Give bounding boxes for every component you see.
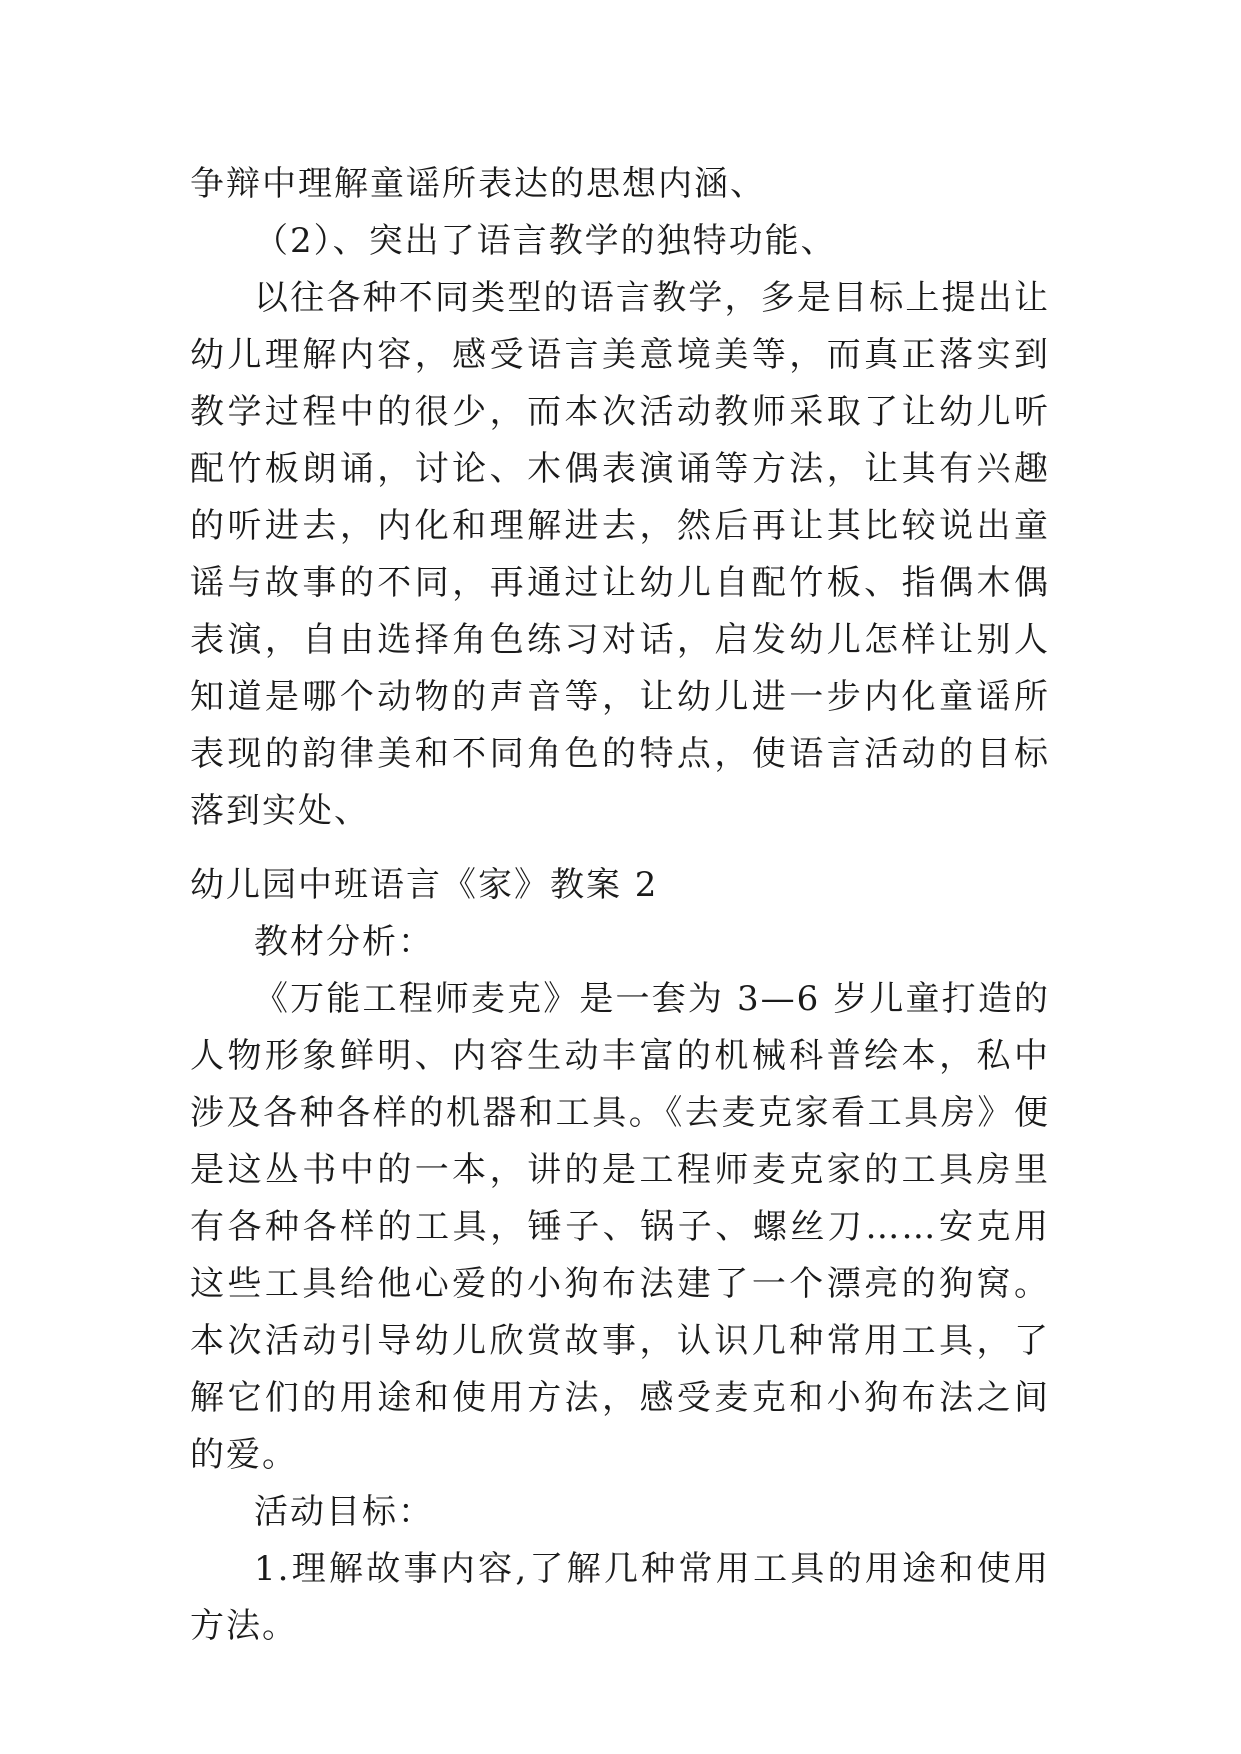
paragraph-body: 以往各种不同类型的语言教学，多是目标上提出让幼儿理解内容，感受语言美意境美等，而真正落实到教学过程中的很少，而本次活动教师采取了让幼儿听配竹板朗诵，讨论、木偶表演诵等方法，让其有兴趣的听进去，内化和理解进去，然后再让其比较说出童谣与故事的不同，再通过让幼儿自配竹板、指偶木偶表演，自由选择角色练习对话，启发幼儿怎样让别人知道是哪个动物的声音等，让幼儿进一步内化童谣所表现的韵律美和不同角色的特点，使语言活动的目标落到实处、 [190,278,1050,831]
section-lesson-plan-2 [190,857,1050,1655]
activity-goals-heading: 活动目标： [254,1492,434,1532]
lesson-title: 幼儿园中班语言《家》教案 2 [190,865,659,905]
point-2: （2）、突出了语言教学的独特功能、 [254,221,837,261]
material-analysis-body: 《万能工程师麦克》是一套为 3—6 岁儿童打造的人物形象鲜明、内容生动丰富的机械科普绘本，私中涉及各种各样的机器和工具。《去麦克家看工具房》便是这丛书中的一本，讲的是工程师麦克家的工具房里有各种各样的工具，锤子、锅子、螺丝刀……安克用这些工具给他心爱的小狗布法建了一个漂亮的狗窝。本次活动引导幼儿欣赏故事，认识几种常用工具，了解它们的用途和使用方法，感受麦克和小狗布法之间的爱。 [190,979,1050,1475]
paragraph-continuation: 争辩中理解童谣所表达的思想内涵、 [190,164,766,204]
activity-goal-1: 1.理解故事内容,了解几种常用工具的用途和使用方法。 [190,1549,1050,1646]
material-analysis-heading: 教材分析： [254,922,434,962]
section-reflection [190,156,1050,840]
